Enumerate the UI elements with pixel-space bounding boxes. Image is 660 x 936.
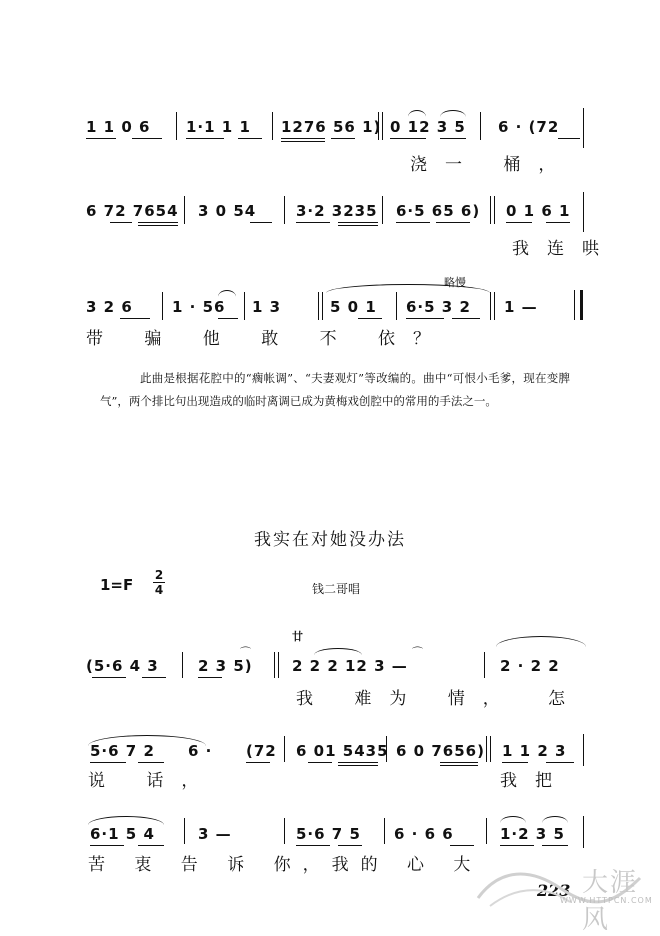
underline (296, 845, 330, 846)
underline (406, 318, 444, 319)
underline (281, 138, 325, 139)
underline (542, 845, 568, 846)
barline (182, 652, 183, 678)
barline (384, 818, 385, 844)
free-tempo-mark: 廿 (292, 630, 303, 643)
lyrics: 浇一 桶， (410, 155, 574, 175)
measure: 2 2 2 12 3 — (292, 657, 408, 675)
slur (500, 816, 526, 823)
barline (318, 292, 319, 320)
end-barline (580, 290, 583, 320)
underline (546, 222, 570, 223)
measure: 0 1 6 1 (506, 202, 571, 220)
barline (486, 736, 487, 762)
lyrics: 我 难为 情， (296, 689, 518, 709)
barline (284, 196, 285, 224)
measure: 3 2 6 (86, 298, 133, 316)
underline (546, 762, 574, 763)
underline (138, 845, 164, 846)
slur (496, 636, 586, 647)
underline (238, 138, 262, 139)
underline (338, 225, 378, 226)
lyrics: 说 话， (88, 771, 217, 791)
barline (494, 292, 495, 320)
barline (583, 816, 584, 848)
measure: 0 12 3 5 (390, 118, 466, 136)
measure: 6·5 3 2 (406, 298, 471, 316)
underline (452, 318, 480, 319)
underline (138, 222, 178, 223)
underline (308, 762, 332, 763)
barline (272, 112, 273, 140)
underline (186, 138, 224, 139)
slur (88, 816, 164, 825)
barline (490, 736, 491, 762)
annotation-text: 此曲是根据花腔中的“瘸帐调”、“夫妻观灯”等改编的。曲中“可恨小毛爹，现在变脾气”，两个排比句出现造成的临时离调已成为黄梅戏创腔中的常用的手法之一。 (100, 371, 570, 408)
meter-top: 2 (154, 568, 164, 582)
measure: 3 — (198, 825, 232, 843)
underline (90, 845, 124, 846)
barline (490, 196, 491, 224)
measure: 6 · (188, 742, 213, 760)
underline (440, 138, 466, 139)
measure: 1 1 0 6 (86, 118, 151, 136)
measure: 6·1 5 4 (90, 825, 155, 843)
barline (396, 292, 397, 320)
measure: 6 · (72 (498, 118, 560, 136)
meter-bottom: 4 (154, 583, 164, 597)
measure: 2 · 2 2 (500, 657, 560, 675)
song-title: 我实在对她没办法 (254, 530, 406, 550)
underline (506, 222, 532, 223)
watermark-url: WWW.HTTPCN.COM (560, 896, 653, 905)
underline (558, 138, 580, 139)
barline (184, 818, 185, 844)
underline (198, 677, 222, 678)
barline (284, 736, 285, 762)
underline (281, 141, 325, 142)
underline (440, 762, 478, 763)
barline (274, 652, 275, 678)
underline (142, 677, 166, 678)
underline (250, 222, 272, 223)
time-signature (153, 568, 165, 597)
lyrics: 苦 衷 告 诉 你，我的 心 大 (88, 855, 483, 875)
barline (490, 292, 491, 320)
barline (184, 196, 185, 224)
barline (284, 818, 285, 844)
underline (436, 222, 470, 223)
slur (314, 648, 362, 655)
underline (358, 318, 382, 319)
barline (583, 734, 584, 766)
measure: 5·6 7 2 (90, 742, 155, 760)
underline (246, 762, 270, 763)
underline (120, 318, 150, 319)
underline (440, 765, 478, 766)
barline (244, 292, 245, 320)
underline (132, 138, 162, 139)
measure: 5·6 7 5 (296, 825, 361, 843)
lyrics: 怎 (548, 689, 583, 709)
underline (338, 765, 378, 766)
barline (583, 108, 584, 148)
measure: 6·5 65 6) (396, 202, 481, 220)
barline (162, 292, 163, 320)
underline (138, 762, 164, 763)
slur (218, 290, 236, 297)
underline (390, 138, 426, 139)
underline (218, 318, 238, 319)
fermata-icon: ⌒ (412, 646, 423, 659)
underline (110, 222, 132, 223)
underline (338, 222, 378, 223)
measure: 5 0 1 (330, 298, 377, 316)
barline (278, 652, 279, 678)
measure: 6 0 7656) (396, 742, 485, 760)
measure: 1·2 3 5 (500, 825, 565, 843)
key-signature: 1=F (100, 576, 134, 594)
page-number: 223 (537, 881, 571, 900)
underline (86, 138, 116, 139)
measure: 1 · 56 (172, 298, 226, 316)
underline (396, 222, 430, 223)
underline (502, 762, 528, 763)
measure: 1 1 2 3 (502, 742, 567, 760)
underline (296, 222, 330, 223)
slur (542, 816, 568, 823)
underline (138, 225, 178, 226)
underline (338, 845, 362, 846)
barline (386, 736, 387, 762)
underline (500, 845, 534, 846)
underline (90, 762, 126, 763)
measure: (72 (246, 742, 277, 760)
measure: (5·6 4 3 (86, 657, 159, 675)
slur (440, 110, 466, 117)
barline (583, 192, 584, 232)
measure: 1276 56 1) (281, 118, 382, 136)
fermata-icon: ⌒ (240, 646, 251, 659)
measure: 3 0 54 (198, 202, 257, 220)
barline (484, 652, 485, 678)
barline (480, 112, 481, 140)
watermark-text: 大涯风 (582, 868, 639, 935)
measure: 6 72 7654 (86, 202, 179, 220)
barline (382, 196, 383, 224)
measure: 2 3 5) (198, 657, 253, 675)
tempo-mark: 略慢 (444, 276, 466, 289)
barline (486, 818, 487, 844)
measure: 1·1 1 1 (186, 118, 251, 136)
barline (378, 112, 379, 140)
barline (574, 290, 575, 320)
measure: 3·2 3235 (296, 202, 378, 220)
barline (382, 112, 383, 140)
measure: 6 · 6 6 (394, 825, 454, 843)
barline (494, 196, 495, 224)
underline (92, 677, 126, 678)
measure: 1 — (504, 298, 538, 316)
lyrics: 带 骗 他 敢 不 依？ (86, 329, 449, 349)
underline (450, 845, 474, 846)
singer-credit: 钱二哥唱 (312, 582, 361, 596)
underline (331, 138, 355, 139)
measure: 6 01 5435 (296, 742, 389, 760)
measure: 1 3 (252, 298, 282, 316)
barline (322, 292, 323, 320)
barline (176, 112, 177, 140)
lyrics: 我连哄 (512, 239, 617, 259)
slur (408, 110, 426, 117)
lyrics: 我把 (500, 771, 570, 791)
underline (338, 762, 378, 763)
